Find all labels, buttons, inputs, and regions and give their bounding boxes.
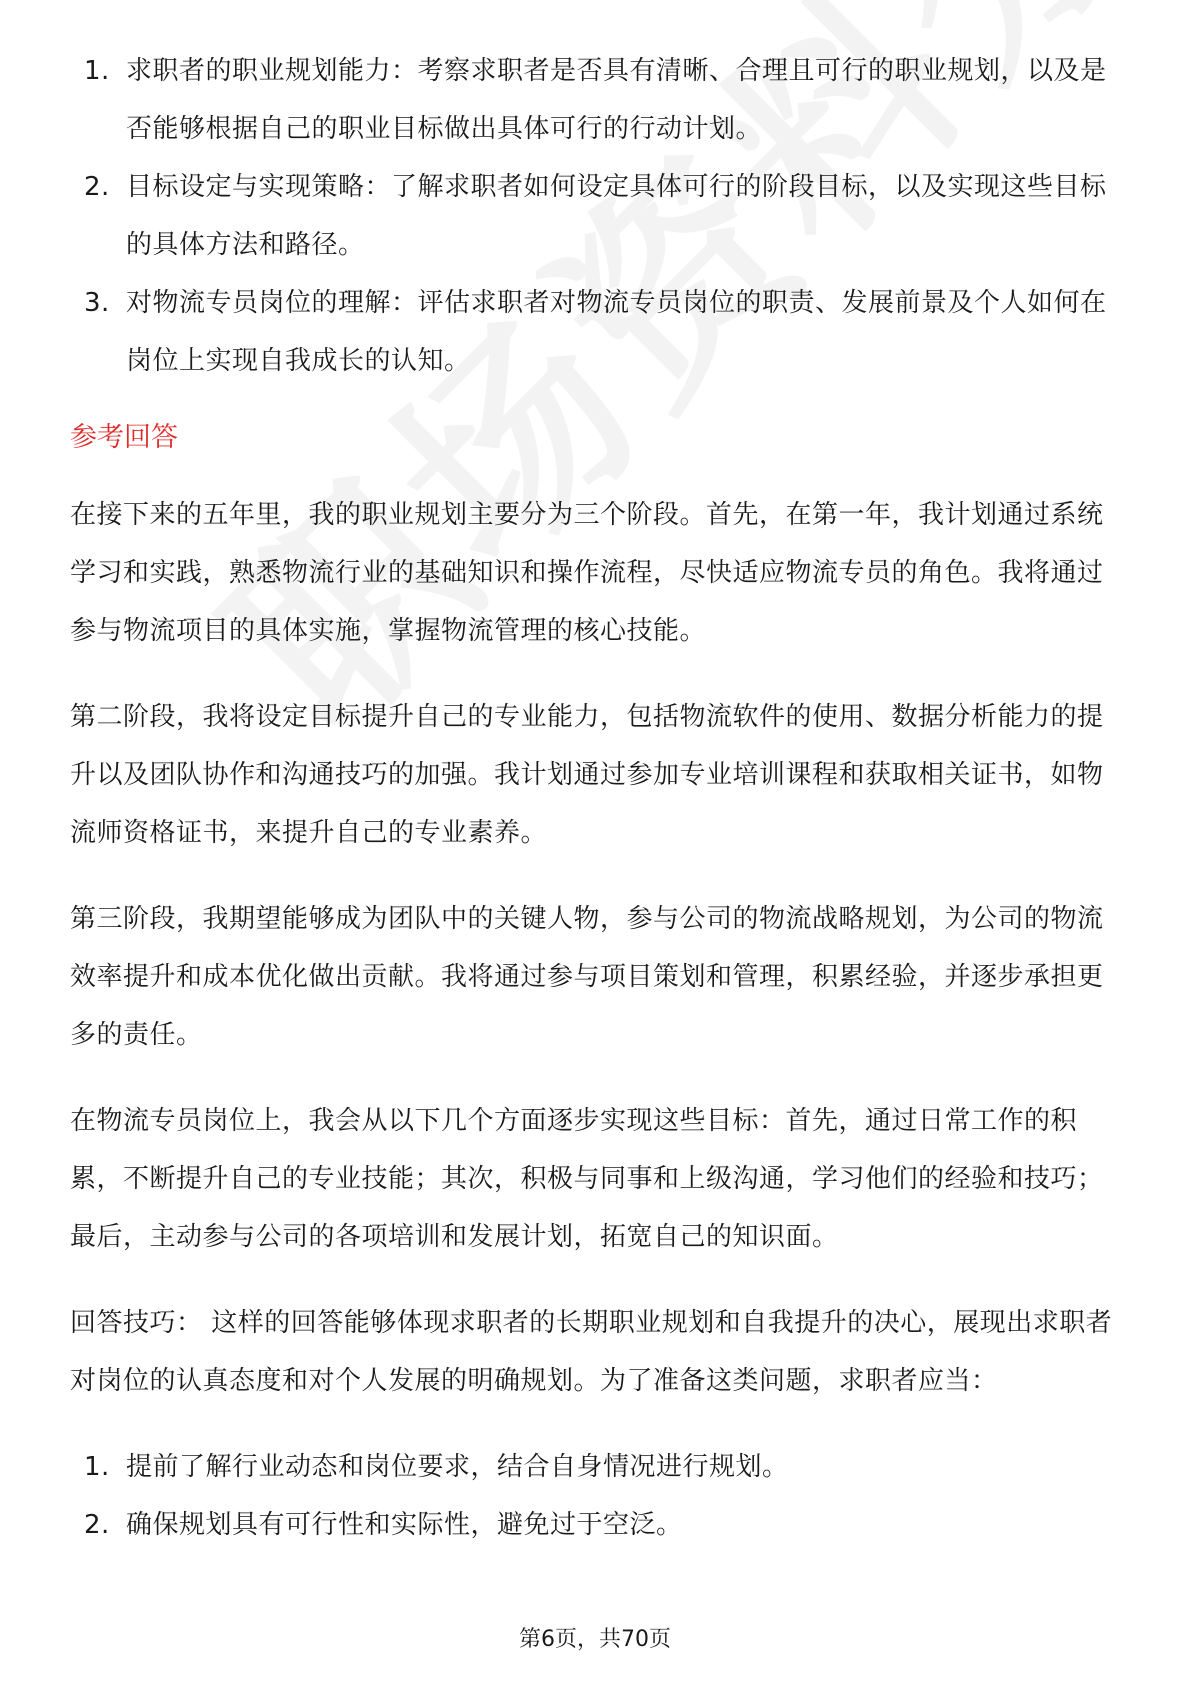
list-item bbox=[70, 158, 1120, 274]
list-text: 目标设定与实现策略：了解求职者如何设定具体可行的阶段目标，以及实现这些目标的具体方法和路径。 bbox=[126, 172, 1107, 260]
paragraph: 回答技巧： 这样的回答能够体现求职者的长期职业规划和自我提升的决心，展现出求职者对岗位的认真态度和对个人发展的明确规划。为了准备这类问题，求职者应当： bbox=[70, 1308, 1113, 1396]
paragraph: 第二阶段，我将设定目标提升自己的专业能力，包括物流软件的使用、数据分析能力的提升以及团队协作和沟通技巧的加强。我计划通过参加专业培训课程和获取相关证书，如物流师资格证书，来提升自己的专业素养。 bbox=[70, 702, 1104, 848]
list-number: 3. bbox=[84, 288, 110, 318]
list-item bbox=[70, 42, 1120, 158]
list-text: 确保规划具有可行性和实际性，避免过于空泛。 bbox=[126, 1510, 683, 1540]
list-number: 2. bbox=[84, 172, 110, 202]
criteria-list bbox=[70, 42, 1120, 390]
page-number: 第6页，共70页 bbox=[519, 1627, 671, 1652]
tips-list bbox=[70, 1438, 1120, 1554]
section-heading: 参考回答 bbox=[70, 422, 178, 453]
paragraph: 在物流专员岗位上，我会从以下几个方面逐步实现这些目标：首先，通过日常工作的积累，不断提升自己的专业技能；其次，积极与同事和上级沟通，学习他们的经验和技巧；最后，主动参与公司的各项培训和发展计划，拓宽自己的知识面。 bbox=[70, 1106, 1104, 1252]
paragraph: 在接下来的五年里，我的职业规划主要分为三个阶段。首先，在第一年，我计划通过系统学习和实践，熟悉物流行业的基础知识和操作流程，尽快适应物流专员的角色。我将通过参与物流项目的具体实施，掌握物流管理的核心技能。 bbox=[70, 500, 1104, 646]
list-text: 对物流专员岗位的理解：评估求职者对物流专员岗位的职责、发展前景及个人如何在岗位上实现自我成长的认知。 bbox=[126, 288, 1107, 376]
list-number: 1. bbox=[84, 56, 110, 86]
paragraph: 第三阶段，我期望能够成为团队中的关键人物，参与公司的物流战略规划，为公司的物流效率提升和成本优化做出贡献。我将通过参与项目策划和管理，积累经验，并逐步承担更多的责任。 bbox=[70, 904, 1104, 1050]
list-item bbox=[70, 274, 1120, 390]
list-item bbox=[70, 1438, 1120, 1496]
list-text: 求职者的职业规划能力：考察求职者是否具有清晰、合理且可行的职业规划，以及是否能够根据自己的职业目标做出具体可行的行动计划。 bbox=[126, 56, 1107, 144]
list-text: 提前了解行业动态和岗位要求，结合自身情况进行规划。 bbox=[126, 1452, 789, 1482]
document-body bbox=[70, 42, 1120, 1554]
list-number: 2. bbox=[84, 1510, 110, 1540]
list-item bbox=[70, 1496, 1120, 1554]
list-number: 1. bbox=[84, 1452, 110, 1482]
